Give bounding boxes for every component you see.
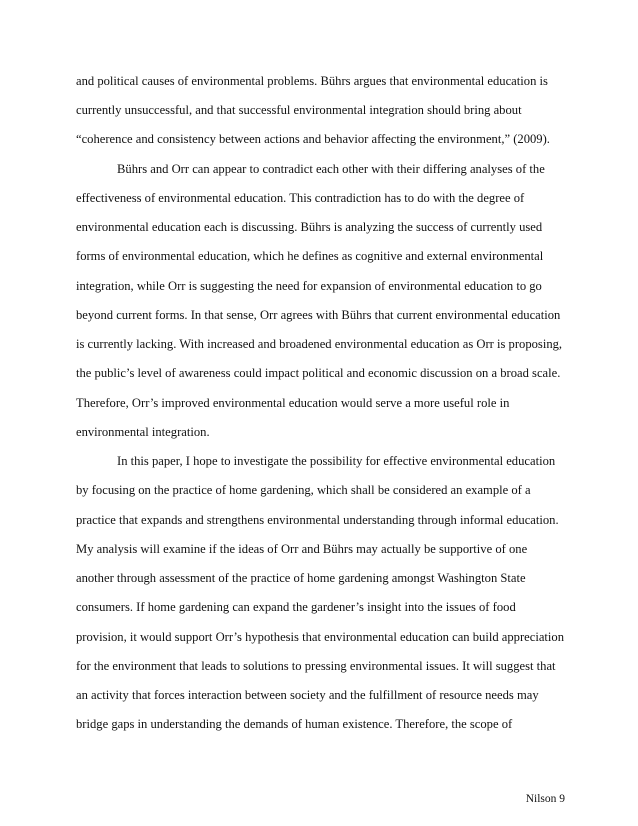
text-line-17: My analysis will examine if the ideas of Orr and Bührs may actually be supportive of one [76, 542, 528, 556]
text-line-3: “coherence and consistency between actions and behavior affecting the environment,” (2009). [76, 132, 550, 146]
text-line-18: another through assessment of the practice of home gardening amongst Washington State [76, 571, 526, 585]
text-line-22: an activity that forces interaction between society and the fulfillment of resource needs may [76, 688, 539, 702]
text-line-20: provision, it would support Orr’s hypothesis that environmental education can build appreciation [76, 630, 565, 644]
text-line-10: is currently lacking. With increased and broadened environmental education as Orr is proposing, [76, 337, 563, 351]
text-line-23: bridge gaps in understanding the demands of human existence. Therefore, the scope of [76, 717, 513, 731]
text-line-1: and political causes of environmental problems. Bührs argues that environmental education is [76, 74, 548, 88]
page-number: Nilson 9 [525, 793, 565, 805]
text-line-6: environmental education each is discussing. Bührs is analyzing the success of currently used [76, 220, 543, 234]
text-line-12: Therefore, Orr’s improved environmental education would serve a more useful role in [76, 396, 510, 410]
text-line-13: environmental integration. [76, 425, 210, 439]
text-line-19: consumers. If home gardening can expand the gardener’s insight into the issues of food [76, 600, 516, 614]
text-line-15: by focusing on the practice of home gardening, which shall be considered an example of a [76, 483, 531, 497]
text-line-5: effectiveness of environmental education. This contradiction has to do with the degree of [76, 191, 525, 205]
text-line-8: integration, while Orr is suggesting the need for expansion of environmental education to go [76, 279, 542, 293]
text-line-2: currently unsuccessful, and that successful environmental integration should bring about [76, 103, 522, 117]
text-line-4: Bührs and Orr can appear to contradict each other with their differing analyses of the [117, 162, 545, 176]
text-line-14: In this paper, I hope to investigate the possibility for effective environmental education [117, 454, 556, 468]
text-line-9: beyond current forms. In that sense, Orr agrees with Bührs that current environmental education [76, 308, 561, 322]
text-line-16: practice that expands and strengthens environmental understanding through informal education. [76, 513, 559, 527]
text-line-7: forms of environmental education, which he defines as cognitive and external environmental [76, 249, 544, 263]
text-line-11: the public’s level of awareness could impact political and economic discussion on a broad scale. [76, 366, 561, 380]
text-line-21: for the environment that leads to solutions to pressing environmental issues. It will suggest that [76, 659, 556, 673]
